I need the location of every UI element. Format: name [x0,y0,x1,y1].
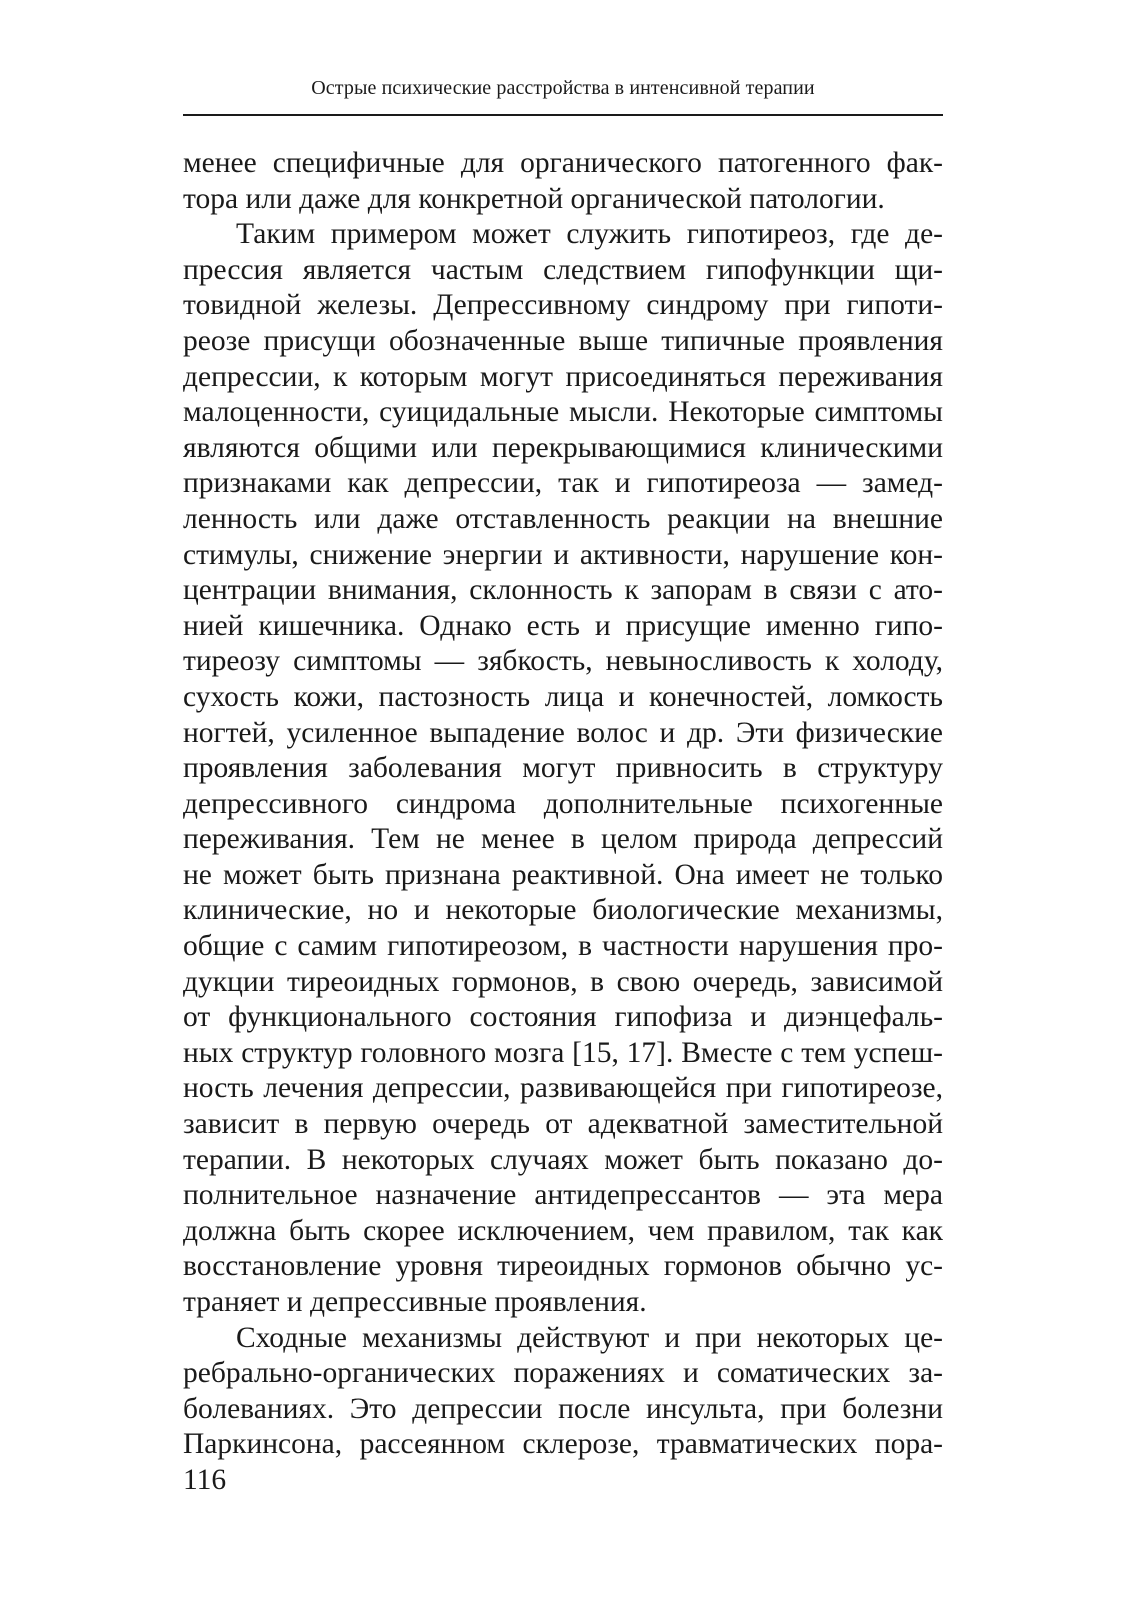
text-line: ных структур головного мозга [15, 17]. Вместе с тем успеш- [183,1036,943,1069]
text-line: являются общими или перекрывающимися клиническими [183,431,943,464]
text-line: ленность или даже отставленность реакции на внешние [183,502,943,535]
text-line: восстановление уровня тиреоидных гормонов обычно ус- [183,1250,943,1283]
text-line: полнительное назначение антидепрессантов — эта мера [183,1179,943,1212]
text-line: дукции тиреоидных гормонов, в свою очередь, зависимой [183,965,943,998]
running-header [183,74,943,116]
text-line: от функционального состояния гипофиза и диэнцефаль- [183,1001,943,1034]
text-line: общие с самим гипотиреозом, в частности нарушения про- [183,930,943,963]
page-number: 116 [183,1464,227,1496]
text-line: нией кишечника. Однако есть и присущие именно гипо- [183,609,943,642]
text-line: должна быть скорее исключением, чем правилом, так как [183,1214,943,1247]
text-line: прессия является частым следствием гипофункции щи- [183,253,943,286]
text-line: клинические, но и некоторые биологические механизмы, [183,894,943,927]
text-line: реозе присущи обозначенные выше типичные проявления [183,324,943,357]
text-line: депрессии, к которым могут присоединяться переживания [183,360,943,393]
text-line: переживания. Тем не менее в целом природа депрессий [183,823,943,856]
body-text [183,146,943,1463]
text-line: тора или даже для конкретной органической патологии. [183,182,885,215]
text-line: проявления заболевания могут привносить в структуру [183,752,943,785]
text-line: депрессивного синдрома дополнительные психогенные [183,787,943,820]
text-line: Паркинсона, рассеянном склерозе, травматических пора- [183,1428,943,1461]
text-line: траняет и депрессивные проявления. [183,1286,647,1318]
text-line: стимулы, снижение энергии и активности, нарушение кон- [183,538,943,571]
text-line: зависит в первую очередь от адекватной заместительной [183,1108,943,1141]
text-line: ногтей, усиленное выпадение волос и др. Эти физические [183,716,943,749]
text-line: товидной железы. Депрессивному синдрому при гипоти- [183,289,943,322]
text-line: центрации внимания, склонность к запорам в связи с ато- [183,574,943,607]
text-line: терапии. В некоторых случаях может быть показано до- [183,1143,943,1176]
text-line: признаками как депрессии, так и гипотиреоза — замед- [183,467,943,500]
text-line: не может быть признана реактивной. Она имеет не только [183,858,943,891]
text-line: ность лечения депрессии, развивающейся при гипотиреозе, [183,1072,943,1105]
text-line: тиреозу симптомы — зябкость, невыносливость к холоду, [183,645,943,678]
text-line: малоценности, суицидальные мысли. Некоторые симптомы [183,396,943,429]
text-line: болеваниях. Это депрессии после инсульта, при болезни [183,1392,943,1425]
paragraph-first-line: Таким примером может служить гипотиреоз, где де- [236,218,943,251]
running-title: Острые психические расстройства в интенсивной терапии [311,77,815,99]
text-line: сухость кожи, пастозность лица и конечностей, ломкость [183,680,943,713]
paragraph-first-line: Сходные механизмы действуют и при некоторых це- [236,1321,943,1354]
text-line: ребрально-органических поражениях и соматических за- [183,1357,943,1390]
text-line: менее специфичные для органического патогенного фак- [183,147,943,179]
